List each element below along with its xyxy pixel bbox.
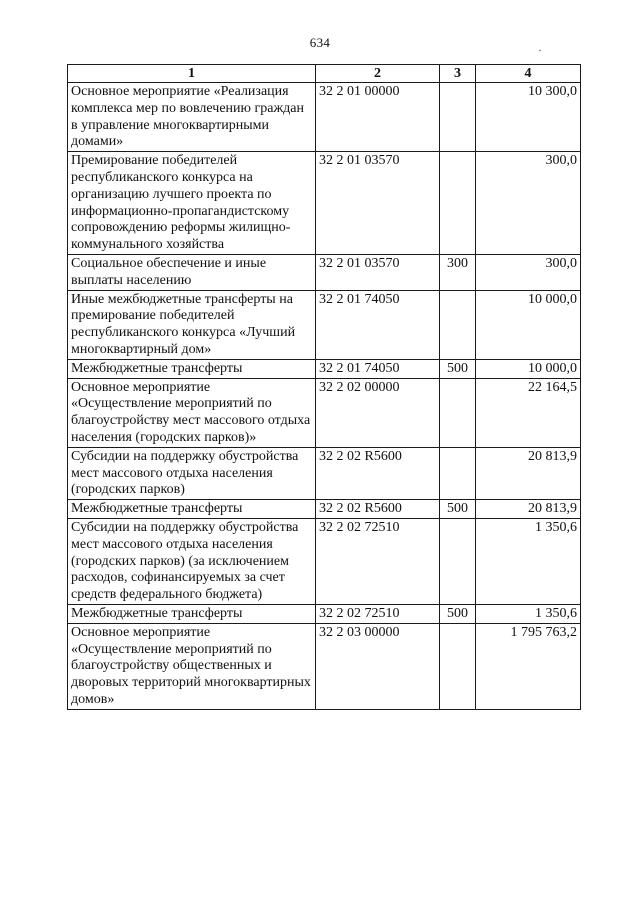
row-code: 32 2 02 R5600 — [316, 500, 440, 519]
row-code: 32 2 02 72510 — [316, 604, 440, 623]
row-type: 300 — [440, 254, 476, 290]
row-code: 32 2 03 00000 — [316, 623, 440, 709]
row-type — [440, 518, 476, 604]
table-row — [68, 623, 581, 709]
row-name: Межбюджетные трансферты — [68, 359, 316, 378]
row-amount: 22 164,5 — [476, 378, 581, 447]
row-name: Межбюджетные трансферты — [68, 500, 316, 519]
row-name: Субсидии на поддержку обустройства мест массового отдыха населения (городских парков) (за исключением расходов, софинансируемых за счет средств федерального бюджета) — [68, 518, 316, 604]
table-header-row — [68, 65, 581, 83]
table-row — [68, 500, 581, 519]
table-row — [68, 378, 581, 447]
row-type — [440, 447, 476, 499]
row-code: 32 2 01 00000 — [316, 83, 440, 152]
row-name: Основное мероприятие «Осуществление мероприятий по благоустройству мест массового отдыха населения (городских парков)» — [68, 378, 316, 447]
row-code: 32 2 02 00000 — [316, 378, 440, 447]
table-row — [68, 359, 581, 378]
row-type — [440, 152, 476, 255]
header-cell-2: 2 — [316, 65, 440, 83]
row-amount: 10 000,0 — [476, 359, 581, 378]
row-type — [440, 623, 476, 709]
row-type: 500 — [440, 500, 476, 519]
row-type — [440, 378, 476, 447]
row-amount: 300,0 — [476, 254, 581, 290]
row-name: Межбюджетные трансферты — [68, 604, 316, 623]
row-code: 32 2 01 03570 — [316, 254, 440, 290]
row-code: 32 2 02 72510 — [316, 518, 440, 604]
header-cell-4: 4 — [476, 65, 581, 83]
table-row — [68, 518, 581, 604]
row-amount: 10 000,0 — [476, 290, 581, 359]
row-name: Иные межбюджетные трансферты на премирование победителей республиканского конкурса «Лучший многоквартирный дом» — [68, 290, 316, 359]
row-type: 500 — [440, 604, 476, 623]
row-name: Социальное обеспечение и иные выплаты населению — [68, 254, 316, 290]
scan-speck — [539, 49, 541, 51]
row-amount: 1 795 763,2 — [476, 623, 581, 709]
row-name: Основное мероприятие «Реализация комплекса мер по вовлечению граждан в управление многоквартирными домами» — [68, 83, 316, 152]
row-name: Основное мероприятие «Осуществление мероприятий по благоустройству общественных и дворовых территорий многоквартирных домов» — [68, 623, 316, 709]
table-row — [68, 254, 581, 290]
budget-table — [67, 64, 581, 710]
row-type — [440, 83, 476, 152]
table-row — [68, 604, 581, 623]
row-name: Премирование победителей республиканского конкурса на организацию лучшего проекта по информационно-пропагандистскому сопровождению реформы жилищно-коммунального хозяйства — [68, 152, 316, 255]
row-code: 32 2 01 03570 — [316, 152, 440, 255]
row-amount: 300,0 — [476, 152, 581, 255]
row-code: 32 2 01 74050 — [316, 290, 440, 359]
row-amount: 1 350,6 — [476, 604, 581, 623]
row-amount: 10 300,0 — [476, 83, 581, 152]
page-number: 634 — [309, 35, 331, 50]
row-code: 32 2 01 74050 — [316, 359, 440, 378]
row-amount: 1 350,6 — [476, 518, 581, 604]
table-row — [68, 290, 581, 359]
header-cell-3: 3 — [440, 65, 476, 83]
table-row — [68, 152, 581, 255]
row-amount: 20 813,9 — [476, 500, 581, 519]
table-row — [68, 447, 581, 499]
row-type — [440, 290, 476, 359]
table-row — [68, 83, 581, 152]
row-amount: 20 813,9 — [476, 447, 581, 499]
row-name: Субсидии на поддержку обустройства мест массового отдыха населения (городских парков) — [68, 447, 316, 499]
row-code: 32 2 02 R5600 — [316, 447, 440, 499]
header-cell-1: 1 — [68, 65, 316, 83]
row-type: 500 — [440, 359, 476, 378]
